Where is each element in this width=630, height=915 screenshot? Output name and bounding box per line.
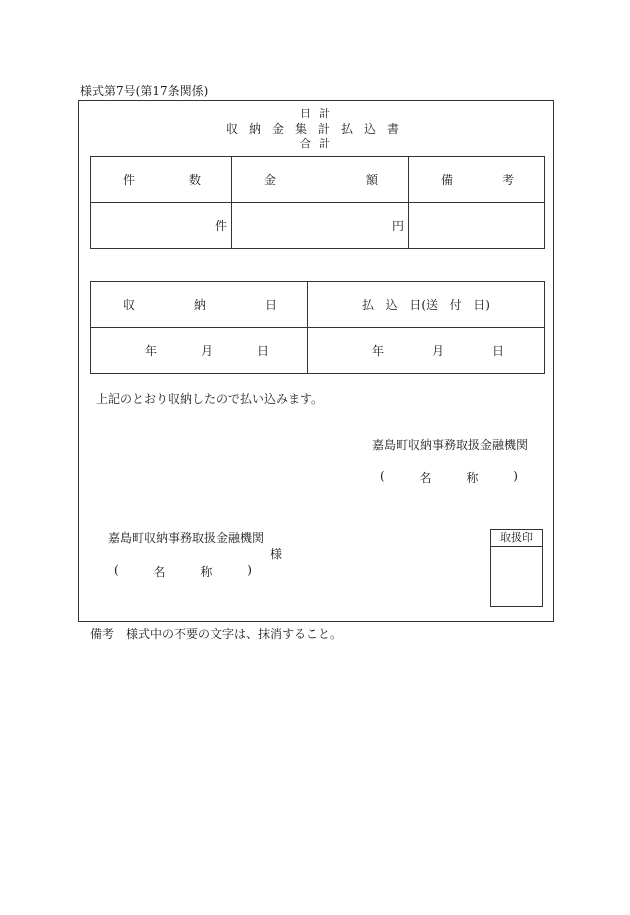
header-char: 日 [264, 298, 277, 312]
issuer-name-placeholder [380, 469, 518, 486]
paren-close: ) [513, 469, 518, 483]
recipient-bank-name: 嘉島町収納事務取扱金融機関 [108, 531, 265, 545]
stamp-box[interactable] [490, 529, 543, 607]
header-char: 込 [385, 298, 398, 312]
day-label: 日 [491, 344, 504, 358]
header-char: 日) [473, 298, 490, 312]
issuer-bank-name: 嘉島町収納事務取扱金融機関 [372, 438, 529, 452]
name-char: 称 [200, 565, 213, 579]
summary-header-row [91, 157, 545, 203]
header-char: 収 [123, 298, 136, 312]
paren-open: ( [114, 563, 119, 577]
header-char: 額 [365, 173, 378, 187]
name-char: 名 [419, 471, 432, 485]
date-value-row [91, 328, 545, 374]
header-char: 考 [501, 173, 514, 187]
header-amount [232, 157, 409, 203]
header-char: 件 [123, 173, 136, 187]
header-char: 払 [362, 298, 375, 312]
remarks-field[interactable] [409, 203, 545, 249]
month-label: 月 [200, 344, 213, 358]
name-char: 称 [466, 471, 479, 485]
footnote: 備考 様式中の不要の文字は、抹消すること。 [90, 627, 343, 641]
paren-open: ( [380, 469, 385, 483]
day-label: 日 [256, 344, 269, 358]
header-char: 数 [188, 173, 201, 187]
form-title [0, 108, 630, 154]
header-char: 日(送 [409, 298, 438, 312]
title-daily: 日計 [300, 107, 338, 120]
header-char: 付 [449, 298, 462, 312]
summary-value-row [91, 203, 545, 249]
stamp-label: 取扱印 [491, 530, 542, 547]
amount-field[interactable] [232, 203, 409, 249]
year-label: 年 [145, 344, 158, 358]
date-table [90, 281, 545, 374]
receipt-date-field[interactable] [91, 328, 308, 374]
header-count [91, 157, 232, 203]
paren-close: ) [247, 563, 252, 577]
date-header-row [91, 282, 545, 328]
amount-unit: 円 [391, 219, 404, 233]
summary-table [90, 156, 545, 249]
header-receipt-date [91, 282, 308, 328]
title-main: 収納金集計払込書 [226, 122, 411, 136]
name-char: 名 [153, 565, 166, 579]
payment-date-field[interactable] [308, 328, 545, 374]
month-label: 月 [431, 344, 444, 358]
header-char: 納 [193, 298, 206, 312]
header-remarks [409, 157, 545, 203]
count-field[interactable] [91, 203, 232, 249]
year-label: 年 [372, 344, 385, 358]
header-char: 金 [264, 173, 277, 187]
header-payment-date [308, 282, 545, 328]
recipient-name-placeholder [114, 563, 252, 580]
header-char: 備 [441, 173, 454, 187]
count-unit: 件 [214, 219, 227, 233]
form-number: 様式第7号(第17条関係) [80, 84, 209, 98]
statement-text: 上記のとおり収納したので払い込みます。 [96, 392, 324, 406]
recipient-honorific: 様 [270, 547, 283, 561]
title-total: 合計 [300, 137, 338, 150]
